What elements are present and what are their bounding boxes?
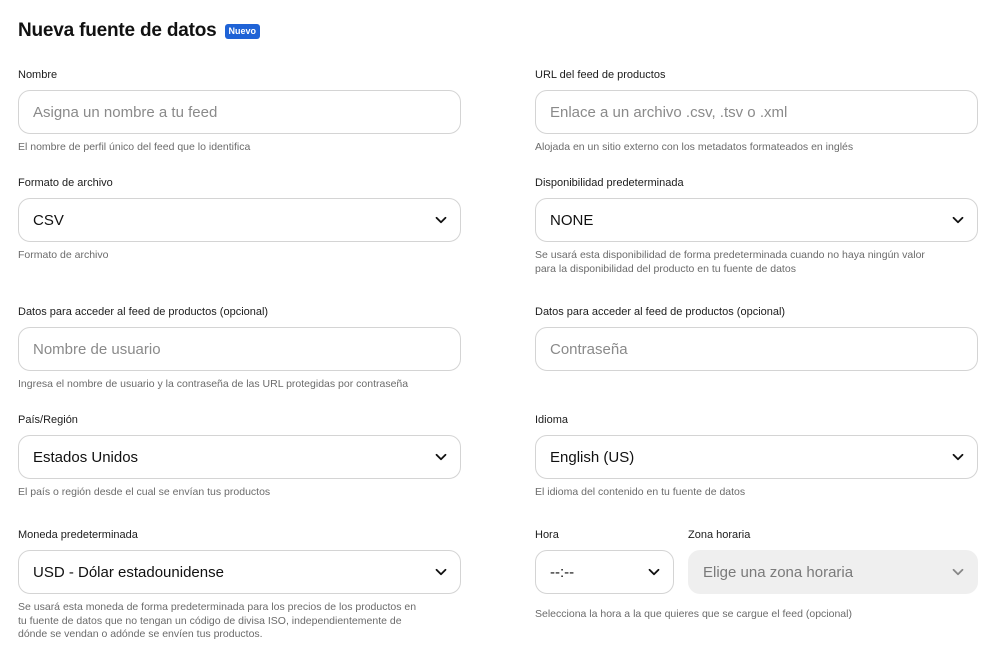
currency-help-line2: tu fuente de datos que no tengan un código de divisa ISO, independientemente de bbox=[18, 614, 402, 627]
timezone-field-group bbox=[688, 528, 978, 594]
country-select[interactable] bbox=[18, 435, 461, 479]
url-field-group bbox=[535, 68, 978, 155]
url-label: URL del feed de productos bbox=[535, 69, 666, 81]
currency-help bbox=[18, 601, 461, 642]
chevron-down-icon bbox=[951, 213, 965, 227]
format-select[interactable] bbox=[18, 198, 461, 242]
currency-value: USD - Dólar estadounidense bbox=[33, 563, 224, 581]
country-help: El país o región desde el cual se envían tus productos bbox=[18, 486, 271, 498]
currency-select[interactable] bbox=[18, 550, 461, 594]
password-input[interactable] bbox=[550, 341, 963, 358]
availability-label: Disponibilidad predeterminada bbox=[535, 177, 684, 189]
name-input[interactable] bbox=[33, 104, 446, 121]
availability-help-line1: Se usará esta disponibilidad de forma predeterminada cuando no haya ningún valor bbox=[535, 249, 925, 261]
time-label: Hora bbox=[535, 529, 559, 541]
language-value: English (US) bbox=[550, 448, 635, 466]
availability-help bbox=[535, 249, 978, 276]
name-input-box[interactable] bbox=[18, 90, 461, 134]
language-select[interactable] bbox=[535, 435, 978, 479]
new-badge: Nuevo bbox=[225, 24, 261, 39]
password-input-box[interactable] bbox=[535, 327, 978, 371]
format-value: CSV bbox=[33, 211, 64, 229]
password-label: Datos para acceder al feed de productos (opcional) bbox=[535, 306, 786, 318]
availability-value: NONE bbox=[550, 211, 594, 229]
url-help: Alojada en un sitio externo con los metadatos formateados en inglés bbox=[535, 141, 854, 153]
header bbox=[18, 20, 260, 42]
language-field-group bbox=[535, 413, 978, 500]
language-help: El idioma del contenido en tu fuente de datos bbox=[535, 486, 746, 498]
language-label: Idioma bbox=[535, 414, 569, 426]
name-field-group bbox=[18, 68, 461, 155]
username-help: Ingresa el nombre de usuario y la contraseña de las URL protegidas por contraseña bbox=[18, 378, 409, 390]
username-label: Datos para acceder al feed de productos (opcional) bbox=[18, 306, 269, 318]
chevron-down-icon bbox=[434, 213, 448, 227]
availability-field-group bbox=[535, 176, 978, 276]
currency-help-line1: Se usará esta moneda de forma predeterminada para los precios de los productos en bbox=[18, 601, 417, 613]
username-input[interactable] bbox=[33, 341, 446, 358]
chevron-down-icon bbox=[647, 565, 661, 579]
timezone-label: Zona horaria bbox=[688, 529, 751, 541]
username-field-group bbox=[18, 305, 461, 392]
format-field-group bbox=[18, 176, 461, 263]
chevron-down-icon bbox=[434, 450, 448, 464]
currency-field-group bbox=[18, 528, 461, 642]
chevron-down-icon bbox=[951, 565, 965, 579]
time-value: --:-- bbox=[550, 563, 575, 581]
time-field-group bbox=[535, 528, 674, 594]
chevron-down-icon bbox=[951, 450, 965, 464]
country-value: Estados Unidos bbox=[33, 448, 139, 466]
name-help: El nombre de perfil único del feed que lo identifica bbox=[18, 141, 251, 153]
currency-label: Moneda predeterminada bbox=[18, 529, 138, 541]
url-input[interactable] bbox=[550, 104, 963, 121]
country-field-group bbox=[18, 413, 461, 500]
username-input-box[interactable] bbox=[18, 327, 461, 371]
format-help: Formato de archivo bbox=[18, 249, 109, 261]
timezone-value: Elige una zona horaria bbox=[703, 563, 854, 581]
chevron-down-icon bbox=[434, 565, 448, 579]
timezone-select[interactable] bbox=[688, 550, 978, 594]
country-label: País/Región bbox=[18, 414, 78, 426]
availability-help-line2: para la disponibilidad del producto en tu fuente de datos bbox=[535, 262, 796, 275]
schedule-help: Selecciona la hora a la que quieres que se cargue el feed (opcional) bbox=[535, 608, 852, 620]
format-label: Formato de archivo bbox=[18, 177, 113, 189]
availability-select[interactable] bbox=[535, 198, 978, 242]
page-title: Nueva fuente de datos bbox=[18, 20, 217, 41]
name-label: Nombre bbox=[18, 69, 58, 81]
currency-help-line3: dónde se vendan o adónde se envíen tus productos. bbox=[18, 628, 263, 640]
url-input-box[interactable] bbox=[535, 90, 978, 134]
password-field-group bbox=[535, 305, 978, 371]
time-select[interactable] bbox=[535, 550, 674, 594]
